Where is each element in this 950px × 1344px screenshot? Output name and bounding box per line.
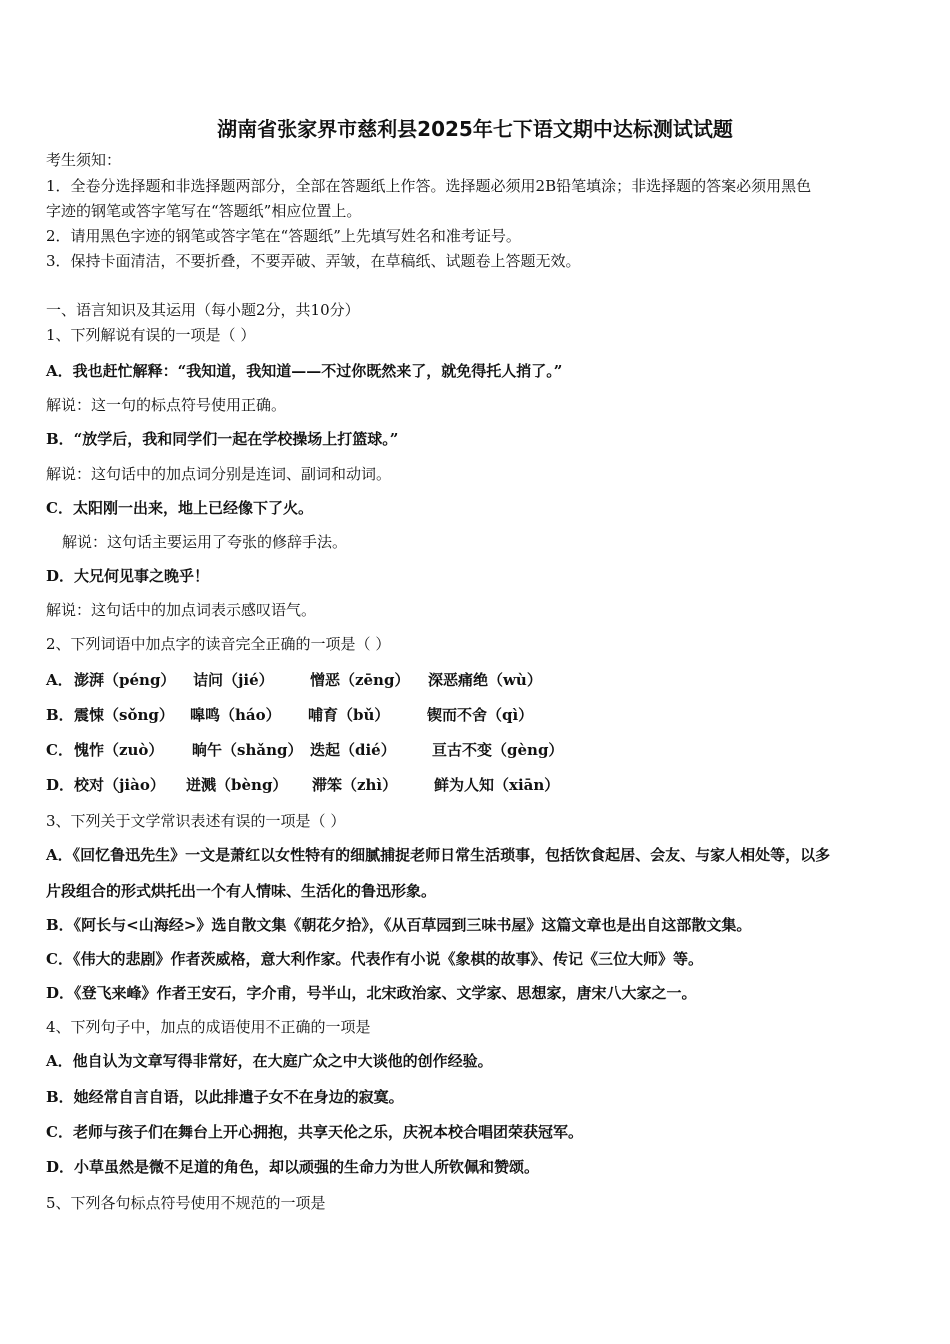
option-a — [46, 670, 542, 690]
word-item: 滞笨（zhì） — [312, 776, 398, 794]
option-a-continued: 片段组合的形式烘托出一个有人情味、生活化的鲁迅形象。 — [46, 882, 437, 900]
option-c: C．老师与孩子们在舞台上开心拥抱，共享天伦之乐，庆祝本校合唱团荣获冠军。 — [46, 1123, 583, 1141]
word-item: 憎恶（zēng） — [310, 671, 410, 689]
question-stem: 4、下列句子中，加点的成语使用不正确的一项是 — [46, 1018, 371, 1036]
question-stem: 5、下列各句标点符号使用不规范的一项是 — [46, 1194, 326, 1212]
option-b: B．《阿长与<山海经>》选自散文集《朝花夕拾》，《从百草园到三味书屋》这篇文章也是出自这部散文集。 — [46, 916, 752, 934]
word-item: 震悚（sǒng） — [74, 706, 174, 724]
word-item: 鲜为人知（xiān） — [434, 776, 560, 794]
word-item: 嗥鸣（háo） — [190, 706, 281, 724]
question-stem: 2、下列词语中加点字的读音完全正确的一项是（ ） — [46, 635, 391, 653]
word-item: 迭起（dié） — [310, 741, 396, 759]
word-item: 迸溅（bèng） — [186, 776, 288, 794]
option-d: D．小草虽然是微不足道的角色，却以顽强的生命力为世人所钦佩和赞颂。 — [46, 1158, 540, 1176]
explanation: 解说：这句话中的加点词表示感叹语气。 — [46, 601, 317, 619]
question-stem: 1、下列解说有误的一项是（ ） — [46, 326, 256, 344]
word-item: 澎湃（péng） — [74, 671, 176, 689]
page-title: 湖南省张家界市慈利县2025年七下语文期中达标测试试题 — [217, 117, 733, 141]
word-item: 晌午（shǎng） — [192, 741, 303, 759]
option-b — [46, 705, 534, 725]
explanation: 解说：这一句的标点符号使用正确。 — [46, 396, 287, 414]
option-a: A．我也赶忙解释：“我知道，我知道——不过你既然来了，就免得托人捎了。” — [46, 362, 563, 380]
option-b: B．“放学后，我和同学们一起在学校操场上打篮球。” — [46, 430, 399, 448]
question-stem: 3、下列关于文学常识表述有误的一项是（ ） — [46, 812, 346, 830]
word-item: 校对（jiào） — [74, 776, 165, 794]
option-b: B．她经常自言自语，以此排遣子女不在身边的寂寞。 — [46, 1088, 404, 1106]
explanation: 解说：这句话中的加点词分别是连词、副词和动词。 — [46, 465, 392, 483]
option-letter: A． — [46, 671, 73, 689]
word-item: 锲而不舍（qì） — [427, 706, 534, 724]
word-item: 亘古不变（gèng） — [432, 741, 564, 759]
word-item: 愧怍（zuò） — [74, 741, 164, 759]
option-letter: C． — [46, 741, 73, 759]
section-heading: 一、语言知识及其运用（每小题2分，共10分） — [46, 301, 360, 319]
word-item: 哺育（bǔ） — [308, 706, 390, 724]
option-d: D．《登飞来峰》作者王安石，字介甫，号半山，北宋政治家、文学家、思想家，唐宋八大家之一。 — [46, 984, 697, 1002]
notice-item: 1．全卷分选择题和非选择题两部分，全部在答题纸上作答。选择题必须用2B铅笔填涂；非选择题的答案必须用黑色 — [46, 177, 812, 195]
option-c: C．《伟大的悲剧》作者茨威格，意大利作家。代表作有小说《象棋的故事》、传记《三位大师》等。 — [46, 950, 703, 968]
option-letter: D． — [46, 776, 75, 794]
option-a: A．《回忆鲁迅先生》一文是萧红以女性特有的细腻捕捉老师日常生活琐事，包括饮食起居、会友、与家人相处等，以多 — [46, 846, 831, 864]
notice-item: 2．请用黑色字迹的钢笔或答字笔在“答题纸”上先填写姓名和准考证号。 — [46, 227, 521, 245]
option-c — [46, 740, 564, 760]
option-c: C．太阳刚一出来，地上已经像下了火。 — [46, 499, 313, 517]
notice-item: 3．保持卡面清洁，不要折叠，不要弄破、弄皱，在草稿纸、试题卷上答题无效。 — [46, 252, 581, 270]
notice-heading: 考生须知： — [46, 151, 122, 169]
option-d — [46, 775, 560, 795]
word-item: 深恶痛绝（wù） — [428, 671, 542, 689]
option-d: D．大兄何见事之晚乎！ — [46, 567, 210, 585]
explanation: 解说：这句话主要运用了夸张的修辞手法。 — [62, 533, 348, 551]
word-item: 诘问（jié） — [193, 671, 274, 689]
option-a: A．他自认为文章写得非常好，在大庭广众之中大谈他的创作经验。 — [46, 1052, 493, 1070]
option-letter: B． — [46, 706, 74, 724]
notice-item: 字迹的钢笔或答字笔写在“答题纸”相应位置上。 — [46, 202, 362, 220]
